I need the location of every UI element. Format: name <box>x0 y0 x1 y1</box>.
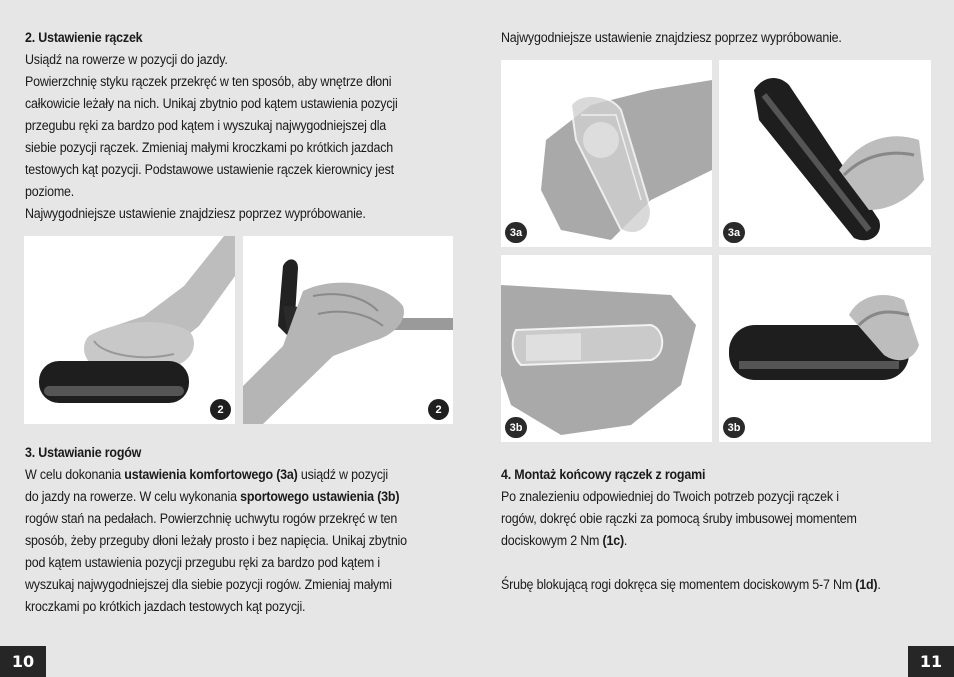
section-2-line: Powierzchnię styku rączek przekręć w ten sposób, aby wnętrze dłoni <box>25 74 392 89</box>
section-2-line: Najwygodniejsze ustawienie znajdziesz poprzez wypróbowanie. <box>25 206 366 221</box>
section-3-line: wyszukaj najwygodniejszej dla siebie pozycji rogów. Zmieniaj małymi <box>25 577 392 592</box>
section-3-heading: 3. Ustawianie rogów <box>25 445 142 460</box>
section-3-text <box>25 442 407 618</box>
section-3-line: W celu dokonania ustawienia komfortowego (3a) usiądź w pozycji <box>25 467 388 482</box>
hand-gripping-illustration <box>243 236 453 424</box>
section-2-line: siebie pozycji rączek. Zmieniaj małymi kroczkami po krótkich jazdach <box>25 140 394 155</box>
figure-badge: 2 <box>210 399 231 420</box>
page-number-right: 11 <box>908 646 954 677</box>
sport-grip-horn-illustration <box>719 255 931 442</box>
photo-hand-on-grip <box>24 236 235 424</box>
intro-line: Najwygodniejsze ustawienie znajdziesz poprzez wypróbowanie. <box>501 30 842 45</box>
photo-comfort-grip-horn <box>719 60 931 247</box>
section-3-line: pod kątem ustawienia pozycji przegubu ręki za bardzo pod kątem i <box>25 555 380 570</box>
photo-hand-gripping-handlebar <box>243 236 453 424</box>
right-page <box>477 0 954 677</box>
figure-badge: 3a <box>723 222 745 243</box>
section-3-line: kroczkami po krótkich jazdach testowych kąt pozycji. <box>25 599 306 614</box>
section-4-line: rogów, dokręć obie rączki za pomocą śruby imbusowej momentem <box>501 511 857 526</box>
section-2-heading: 2. Ustawienie rączek <box>25 30 143 45</box>
sport-fist-illustration <box>501 255 712 442</box>
section-4-line: dociskowym 2 Nm (1c). <box>501 533 628 548</box>
figure-badge: 3b <box>505 417 527 438</box>
section-2-line: testowych kąt pozycji. Podstawowe ustawienie rączek kierownicy jest <box>25 162 394 177</box>
section-3-line: sposób, żeby przeguby dłoni leżały prosto i bez napięcia. Unikaj zbytnio <box>25 533 407 548</box>
section-3-line: rogów stań na pedałach. Powierzchnię uchwytu rogów przekręć w ten <box>25 511 398 526</box>
photo-comfort-fist <box>501 60 712 247</box>
section-4-line: Śrubę blokującą rogi dokręca się momentem dociskowym 5-7 Nm (1d). <box>501 577 881 592</box>
blank-line <box>501 552 881 574</box>
comfort-fist-illustration <box>501 60 712 247</box>
section-2-line: przegubu ręki za bardzo pod kątem i wyszukaj najwygodniejszej dla <box>25 118 387 133</box>
figure-badge: 3b <box>723 417 745 438</box>
section-4-heading: 4. Montaż końcowy rączek z rogami <box>501 467 706 482</box>
section-3-line: do jazdy na rowerze. W celu wykonania sportowego ustawienia (3b) <box>25 489 400 504</box>
section-4-line: Po znalezieniu odpowiedniej do Twoich potrzeb pozycji rączek i <box>501 489 839 504</box>
section-2-text <box>25 27 398 225</box>
figure-badge: 2 <box>428 399 449 420</box>
photo-sport-grip-horn <box>719 255 931 442</box>
section-2-line: Usiądź na rowerze w pozycji do jazdy. <box>25 52 228 67</box>
section-2-line: całkowicie leżały na nich. Unikaj zbytnio pod kątem ustawienia pozycji <box>25 96 398 111</box>
section-2-line: poziome. <box>25 184 75 199</box>
right-intro-text <box>501 27 842 49</box>
photo-sport-fist <box>501 255 712 442</box>
comfort-grip-horn-illustration <box>719 60 931 247</box>
page-number-left: 10 <box>0 646 46 677</box>
hand-on-grip-illustration <box>24 236 235 424</box>
section-4-text <box>501 464 881 596</box>
figure-badge: 3a <box>505 222 527 243</box>
